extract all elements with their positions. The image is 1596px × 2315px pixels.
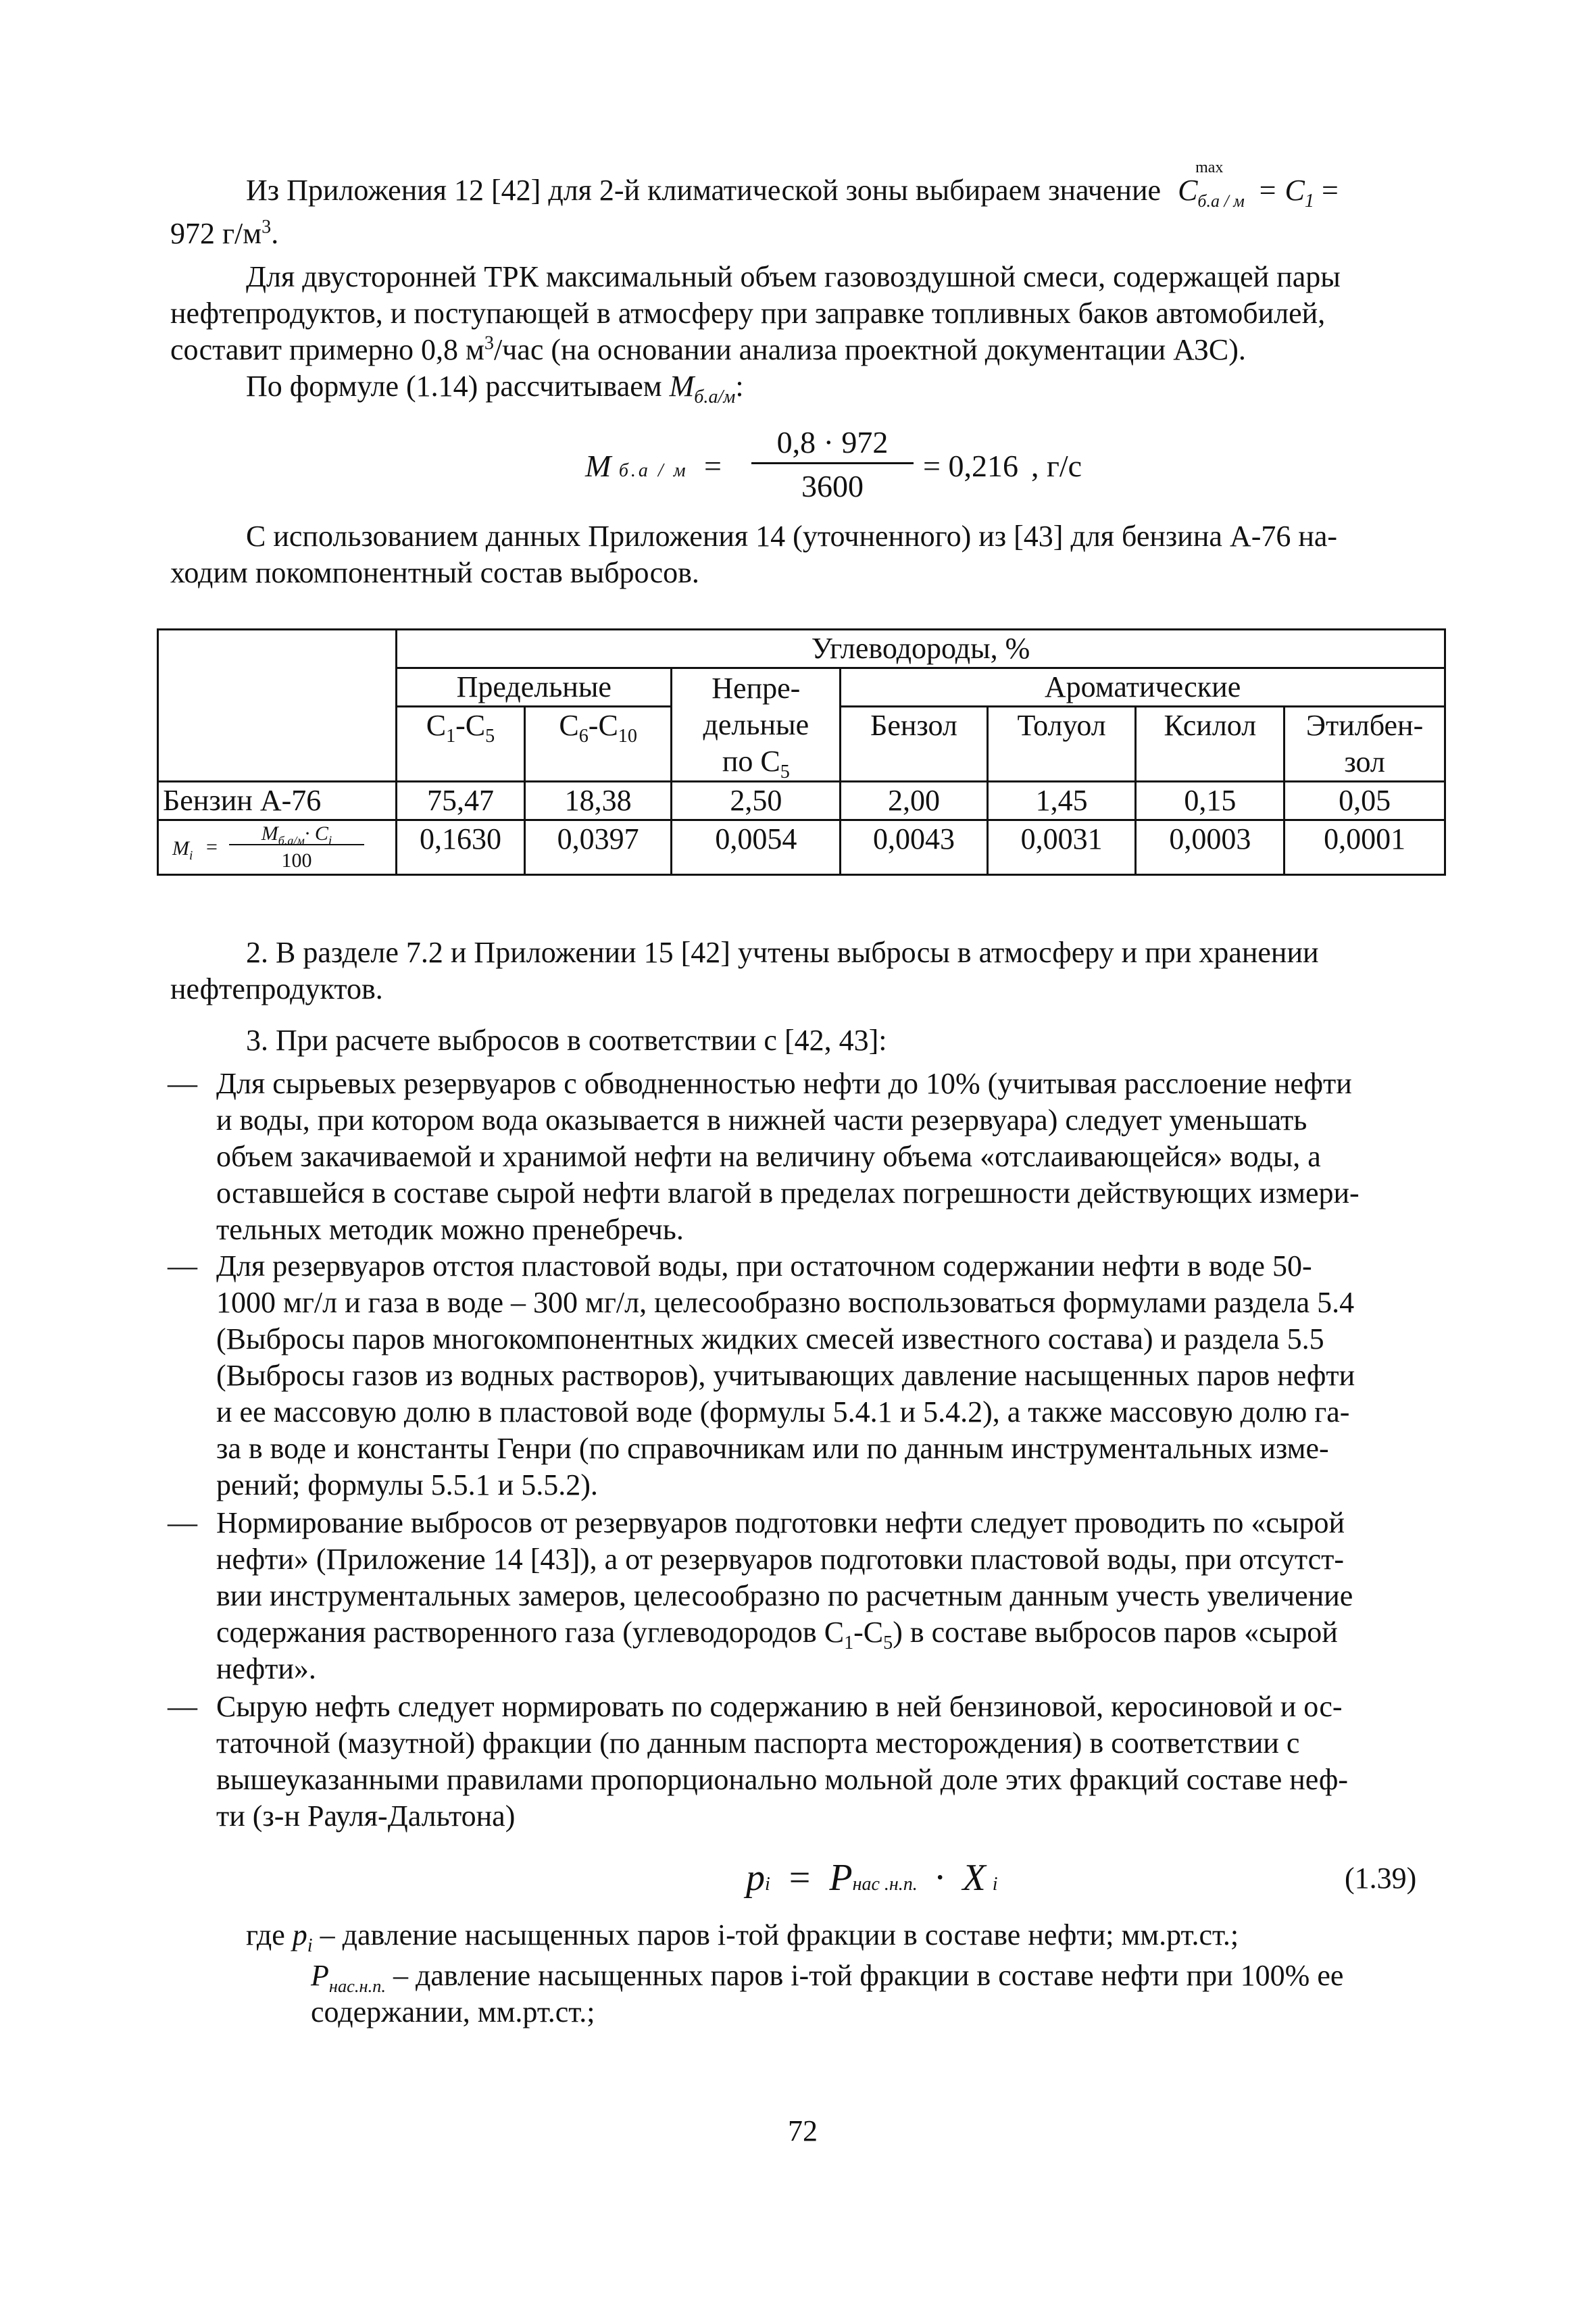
formula-m-unit: , г/с [1031,449,1082,483]
bullet-line [216,1614,1338,1651]
mi-denominator: 100 [281,849,312,872]
unsat-line3 [676,743,835,780]
table-row [158,820,1445,875]
table-cell: 0,0001 [1285,820,1445,875]
bullet-line: ти (з-н Рауля-Дальтона) [216,1799,516,1833]
table-row [158,782,1445,820]
table-cell: 0,0054 [672,820,841,875]
table-corner-cell [158,630,397,782]
formula-pi-eq: = [789,1857,811,1899]
ethylbenzene-line2: зол [1344,745,1385,778]
formula-m-eq: = [704,449,722,483]
mi-eq: = [206,836,218,858]
table-cell: 0,0003 [1136,820,1285,875]
where-line-2 [311,1957,1343,1995]
bullet-line: и воды, при котором вода оказывается в нижней части резервуара) следует уменьшать [216,1103,1307,1137]
c1c5-b: -C [455,709,486,742]
table-xylene-header: Ксилол [1136,707,1285,782]
table-cell: 0,15 [1136,782,1285,820]
where-sym-2: P [311,1959,329,1992]
mi-num-tail: · C [304,822,328,845]
bullet-line: тельных методик можно пренебречь. [216,1213,684,1246]
formula-pi-rhs: P [829,1857,853,1899]
intro-line2-end: . [271,217,279,250]
para1-line-2: нефтепродуктов, и поступающей в атмосферу при заправке топливных баков автомобилей, [170,297,1326,330]
table-aromatic-header: Ароматические [841,668,1445,707]
emissions-table [157,628,1446,876]
bullet3-line4-b: -C [853,1616,884,1649]
intro-line2-text: 972 г/м [170,217,262,250]
formula-m-lhs [585,447,689,490]
where-sub-2: нас.н.п. [328,1975,386,1996]
c-sub: б.а / м [1197,191,1245,211]
c1-sub: 1 [1304,190,1314,211]
where-text-1: – давление насыщенных паров i-той фракции в составе нефти; мм.рт.ст.; [320,1918,1239,1951]
table-c6c10-header [524,707,672,782]
c6c10-s2: 10 [618,725,637,747]
bullet-line: нефти». [216,1652,316,1685]
mi-num-tail-sub: i [328,834,332,848]
para2-text: По формуле (1.14) рассчитываем [246,370,662,403]
c1c5-s1: 1 [446,725,456,747]
bullet3-line4-c: ) в составе выбросов паров «сырой [893,1616,1338,1649]
table-header-row-1 [158,630,1445,668]
equation-number: (1.39) [1345,1862,1417,1895]
bullet-line: объем закачиваемой и хранимой нефти на величину объема «отслаивающейся» воды, а [216,1140,1321,1173]
bullet-dash: — [168,1506,197,1539]
mi-lhs-letter: M [172,837,189,860]
mi-num-letter: M [261,822,278,845]
formula-pi-lhs: p [746,1857,765,1899]
para1-line3-sup: 3 [484,332,494,354]
mi-numerator [229,822,364,848]
para2-symbol-sub: б.а/м [694,386,736,407]
para2-symbol: M [669,370,695,403]
para3-line-1: С использованием данных Приложения 14 (уточненного) из [43] для бензина А-76 на- [246,520,1338,553]
para2-colon: : [735,370,744,403]
bullet-line: Для резервуаров отстоя пластовой воды, при остаточном содержании нефти в воде 50- [216,1249,1312,1283]
bullet-dash: — [168,1249,197,1283]
table-c1c5-header [397,707,525,782]
formula-m-result: = 0,216 [923,449,1018,483]
para1-line-1: Для двусторонней ТРК максимальный объем газовоздушной смеси, содержащей пары [246,260,1341,293]
formula-pi-lhs-sub: i [765,1874,770,1895]
c-letter: C [1178,174,1198,207]
c-max-symbol [1178,159,1245,214]
formula-pi-rhs-sub: нас .н.п. [852,1874,918,1895]
para4-line-1: 2. В разделе 7.2 и Приложении 15 [42] учтены выбросы в атмосферу и при хранении [246,936,1319,969]
table-toluene-header: Толуол [987,707,1136,782]
formula-pi-x-sub: i [992,1874,998,1895]
c1-eq-tail: = [1321,174,1339,207]
table-unsat-header [672,668,841,782]
para1-line3-b: /час (на основании анализа проектной документации АЗС). [493,333,1246,366]
table-cell: 18,38 [524,782,672,820]
para3-line-2: ходим покомпонентный состав выбросов. [170,556,699,589]
where-text-2: – давление насыщенных паров i-той фракции в составе нефти при 100% ее [393,1959,1344,1992]
c1c5-a: C [426,709,447,742]
c6c10-b: -C [588,709,618,742]
bullet3-line4-a: содержания растворенного газа (углеводородов C [216,1616,845,1649]
bullet-line: (Выбросы газов из водных растворов), учитывающих давление насыщенных паров нефти [216,1359,1355,1392]
bullet-line: нефти» (Приложение 14 [43]), а от резервуаров подготовки пластовой воды, при отсутст- [216,1543,1344,1576]
formula-m [585,423,1126,511]
table-cell: 0,0031 [987,820,1136,875]
para4-line-2: нефтепродуктов. [170,972,383,1005]
mi-lhs [172,837,193,863]
table-group-header: Углеводороды, % [397,630,1445,668]
unsat-line3-text: по C [722,744,780,778]
c6c10-s1: 6 [578,725,589,747]
formula-m-letter: M [585,449,612,483]
bullet-line: Для сырьевых резервуаров с обводненностью нефти до 10% (учитывая расслоение нефти [216,1067,1352,1100]
bullet-line: за в воде и константы Генри (по справочникам или по данным инструментальных изме- [216,1432,1329,1465]
bullet-line: оставшейся в составе сырой нефти влагой в пределах погрешности действующих измери- [216,1176,1360,1210]
table-cell: 1,45 [987,782,1136,820]
bullet-line: вышеуказанными правилами пропорционально мольной доле этих фракций составе неф- [216,1763,1349,1796]
c6c10-a: C [559,709,579,742]
table-cell: 0,05 [1285,782,1445,820]
table-cell: 2,50 [672,782,841,820]
bullet3-line4-s1: 1 [844,1632,854,1653]
table-cell: 0,0397 [524,820,672,875]
c1-eq: = C [1257,174,1305,207]
intro-line-1 [246,159,1339,214]
bullet-dash: — [168,1067,197,1100]
unsat-sub: 5 [780,761,790,782]
intro-text: Из Приложения 12 [42] для 2-й климатической зоны выбираем значение [246,174,1162,207]
table-row1-label: Бензин А-76 [158,782,397,820]
mi-formula [159,821,395,874]
table-cell: 75,47 [397,782,525,820]
bullet-line: рений; формулы 5.5.1 и 5.5.2). [216,1468,598,1501]
bullet-line: вии инструментальных замеров, целесообразно по расчетным данным учесть увеличение [216,1579,1353,1612]
table-benzene-header: Бензол [841,707,988,782]
para1-line3-a: составит примерно 0,8 м [170,333,484,366]
para5-line: 3. При расчете выбросов в соответствии с [42, 43]: [246,1024,887,1057]
bullet-line: 1000 мг/л и газа в воде – 300 мг/л, целесообразно воспользоваться формулами раздела 5.4 [216,1286,1355,1319]
table-cell: 0,0043 [841,820,988,875]
para1-line-3 [170,331,1246,369]
mi-lhs-sub: i [189,849,193,863]
where-sub-1: i [307,1935,313,1956]
bullet-line: таточной (мазутной) фракции (по данным паспорта месторождения) в соответствии с [216,1726,1300,1760]
formula-m-numerator: 0,8 · 972 [751,423,914,464]
bullet-line: (Выбросы паров многокомпонентных жидких смесей известного состава) и раздела 5.5 [216,1322,1324,1355]
where-line-3: содержании, мм.рт.ст.; [311,1995,595,2028]
bullet-line: и ее массовую долю в пластовой воде (формулы 5.4.1 и 5.4.2), а также массовую долю га- [216,1395,1350,1428]
table-ethylbenzene-header [1285,707,1445,782]
bullet-line: Сырую нефть следует нормировать по содержанию в ней бензиновой, керосиновой и ос- [216,1690,1343,1723]
table-cell: 0,1630 [397,820,525,875]
para2-line [246,368,744,405]
table-limit-header: Предельные [397,668,672,707]
page-number: 72 [788,2114,818,2147]
formula-m-sub: б.а / м [618,460,689,481]
c-sup: max [1195,159,1224,176]
intro-line2-sup: 3 [261,216,272,238]
table-row2-formula [158,820,397,875]
bullet-line: Нормирование выбросов от резервуаров подготовки нефти следует проводить по «сырой [216,1506,1345,1539]
formula-pi-dot: · [933,1857,947,1899]
table-cell: 2,00 [841,782,988,820]
where-sym-1: p [292,1918,307,1951]
c1c5-s2: 5 [485,725,495,747]
where-line-1 [246,1916,1239,1954]
ethylbenzene-line1: Этилбен- [1305,709,1424,742]
mi-num-sub: б.а/м [278,834,305,847]
bullet3-line4-s2: 5 [883,1632,893,1653]
unsat-line2: дельные [703,707,809,741]
where-pre: где [246,1918,285,1951]
intro-line-2 [170,215,278,253]
formula-pi [746,1854,997,1908]
formula-pi-x: X [962,1857,986,1899]
bullet-dash: — [168,1690,197,1723]
unsat-line1: Непре- [712,671,801,705]
formula-m-denominator: 3600 [801,469,864,503]
